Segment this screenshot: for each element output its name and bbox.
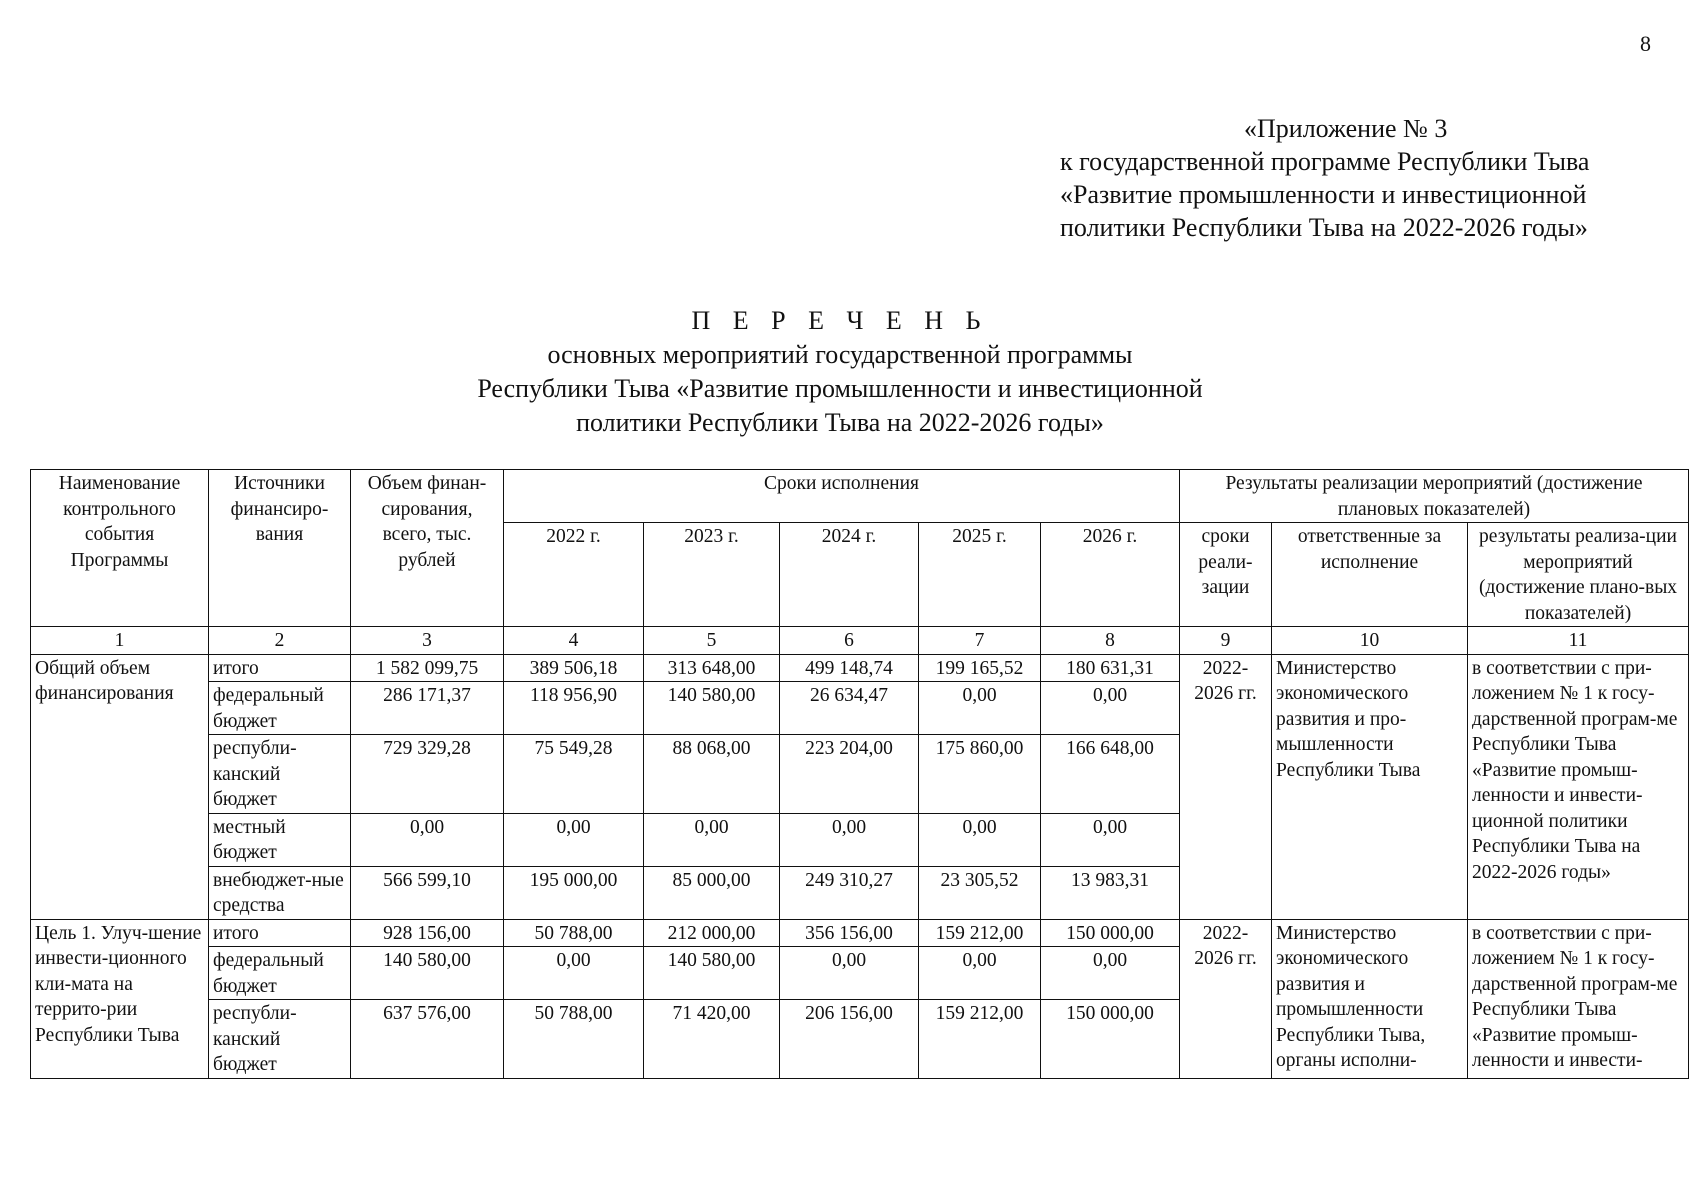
- year-value-cell: 23 305,52: [919, 866, 1041, 919]
- header-deadlines: Сроки исполнения: [504, 470, 1180, 523]
- title-heading: П Е Р Е Ч Е Н Ь: [691, 306, 989, 335]
- year-value-cell: 118 956,90: [504, 682, 644, 735]
- appendix-line: «Приложение № 3: [1244, 114, 1448, 143]
- appendix-block: [1060, 112, 1660, 244]
- year-value-cell: 199 165,52: [919, 654, 1041, 682]
- header-year: 2022 г.: [504, 523, 644, 627]
- year-value-cell: 26 634,47: [780, 682, 919, 735]
- page-number: 8: [1640, 31, 1651, 56]
- source-cell: федеральный бюджет: [209, 682, 351, 735]
- header-row: [31, 470, 1689, 523]
- column-number: 2: [209, 627, 351, 655]
- year-value-cell: 0,00: [780, 813, 919, 866]
- header-year: 2025 г.: [919, 523, 1041, 627]
- year-value-cell: 0,00: [780, 947, 919, 1000]
- table-row: [31, 919, 1689, 947]
- year-value-cell: 0,00: [504, 813, 644, 866]
- total-cell: 0,00: [351, 813, 504, 866]
- results-cell: в соответствии с при-ложением № 1 к госу-дарственной програм-ме Республики Тыва «Развитие промыш-ленности и инвести-ционной политики Республики Тыва на 2022-2026 годы»: [1468, 654, 1689, 919]
- column-number: 10: [1272, 627, 1468, 655]
- year-value-cell: 150 000,00: [1041, 1000, 1180, 1079]
- total-cell: 566 599,10: [351, 866, 504, 919]
- appendix-line: «Развитие промышленности и инвестиционной: [1060, 180, 1587, 209]
- appendix-line: политики Республики Тыва на 2022-2026 годы»: [1060, 213, 1588, 242]
- year-value-cell: 0,00: [504, 947, 644, 1000]
- year-value-cell: 313 648,00: [644, 654, 780, 682]
- year-value-cell: 159 212,00: [919, 1000, 1041, 1079]
- title-line: Республики Тыва «Развитие промышленности и инвестиционной: [477, 374, 1203, 403]
- year-value-cell: 88 068,00: [644, 735, 780, 814]
- year-value-cell: 0,00: [919, 813, 1041, 866]
- total-cell: 1 582 099,75: [351, 654, 504, 682]
- year-value-cell: 195 000,00: [504, 866, 644, 919]
- year-value-cell: 13 983,31: [1041, 866, 1180, 919]
- responsible-cell: Министерство экономического развития и про-мышленности Республики Тыва: [1272, 654, 1468, 919]
- year-value-cell: 212 000,00: [644, 919, 780, 947]
- header-event-name: Наименование контрольного события Программы: [31, 470, 209, 627]
- header-volume: Объем финан-сирования, всего, тыс. рублей: [351, 470, 504, 627]
- event-name-cell: Цель 1. Улуч-шение инвести-ционного кли-мата на террито-рии Республики Тыва: [31, 919, 209, 1078]
- source-cell: федеральный бюджет: [209, 947, 351, 1000]
- terms-cell: 2022-2026 гг.: [1180, 654, 1272, 919]
- year-value-cell: 175 860,00: [919, 735, 1041, 814]
- table-row: [31, 654, 1689, 682]
- terms-cell: 2022-2026 гг.: [1180, 919, 1272, 1078]
- year-value-cell: 499 148,74: [780, 654, 919, 682]
- header-year: 2026 г.: [1041, 523, 1180, 627]
- total-cell: 729 329,28: [351, 735, 504, 814]
- year-value-cell: 206 156,00: [780, 1000, 919, 1079]
- column-number: 1: [31, 627, 209, 655]
- column-number: 9: [1180, 627, 1272, 655]
- year-value-cell: 0,00: [919, 947, 1041, 1000]
- column-number: 11: [1468, 627, 1689, 655]
- column-number: 7: [919, 627, 1041, 655]
- events-table: [30, 469, 1689, 1079]
- title-line: основных мероприятий государственной программы: [547, 340, 1133, 369]
- source-cell: итого: [209, 919, 351, 947]
- header-year: 2023 г.: [644, 523, 780, 627]
- column-number: 6: [780, 627, 919, 655]
- year-value-cell: 166 648,00: [1041, 735, 1180, 814]
- total-cell: 637 576,00: [351, 1000, 504, 1079]
- year-value-cell: 356 156,00: [780, 919, 919, 947]
- total-cell: 140 580,00: [351, 947, 504, 1000]
- header-year: 2024 г.: [780, 523, 919, 627]
- source-cell: местный бюджет: [209, 813, 351, 866]
- year-value-cell: 0,00: [644, 813, 780, 866]
- year-value-cell: 159 212,00: [919, 919, 1041, 947]
- document-title: [340, 304, 1340, 440]
- column-number: 8: [1041, 627, 1180, 655]
- year-value-cell: 50 788,00: [504, 919, 644, 947]
- year-value-cell: 0,00: [1041, 947, 1180, 1000]
- source-cell: республи-канский бюджет: [209, 1000, 351, 1079]
- year-value-cell: 85 000,00: [644, 866, 780, 919]
- total-cell: 286 171,37: [351, 682, 504, 735]
- title-line: политики Республики Тыва на 2022-2026 годы»: [576, 408, 1104, 437]
- year-value-cell: 140 580,00: [644, 682, 780, 735]
- source-cell: внебюджет-ные средства: [209, 866, 351, 919]
- year-value-cell: 150 000,00: [1041, 919, 1180, 947]
- year-value-cell: 389 506,18: [504, 654, 644, 682]
- source-cell: итого: [209, 654, 351, 682]
- source-cell: республи-канский бюджет: [209, 735, 351, 814]
- appendix-line: к государственной программе Республики Тыва: [1060, 147, 1590, 176]
- total-cell: 928 156,00: [351, 919, 504, 947]
- column-number: 3: [351, 627, 504, 655]
- header-sources: Источники финансиро-вания: [209, 470, 351, 627]
- year-value-cell: 71 420,00: [644, 1000, 780, 1079]
- header-results-group: Результаты реализации мероприятий (достижение плановых показателей): [1180, 470, 1689, 523]
- year-value-cell: 0,00: [1041, 813, 1180, 866]
- year-value-cell: 180 631,31: [1041, 654, 1180, 682]
- header-terms: сроки реали-зации: [1180, 523, 1272, 627]
- year-value-cell: 75 549,28: [504, 735, 644, 814]
- year-value-cell: 223 204,00: [780, 735, 919, 814]
- header-results: результаты реализа-ции мероприятий (достижение плано-вых показателей): [1468, 523, 1689, 627]
- year-value-cell: 50 788,00: [504, 1000, 644, 1079]
- column-number: 4: [504, 627, 644, 655]
- year-value-cell: 0,00: [919, 682, 1041, 735]
- header-responsible: ответственные за исполнение: [1272, 523, 1468, 627]
- year-value-cell: 140 580,00: [644, 947, 780, 1000]
- year-value-cell: 0,00: [1041, 682, 1180, 735]
- column-number: 5: [644, 627, 780, 655]
- results-cell: в соответствии с при-ложением № 1 к госу-дарственной програм-ме Республики Тыва «Развитие промыш-ленности и инвести-: [1468, 919, 1689, 1078]
- year-value-cell: 249 310,27: [780, 866, 919, 919]
- responsible-cell: Министерство экономического развития и промышленности Республики Тыва, органы исполни-: [1272, 919, 1468, 1078]
- column-number-row: [31, 627, 1689, 655]
- event-name-cell: Общий объем финансирования: [31, 654, 209, 919]
